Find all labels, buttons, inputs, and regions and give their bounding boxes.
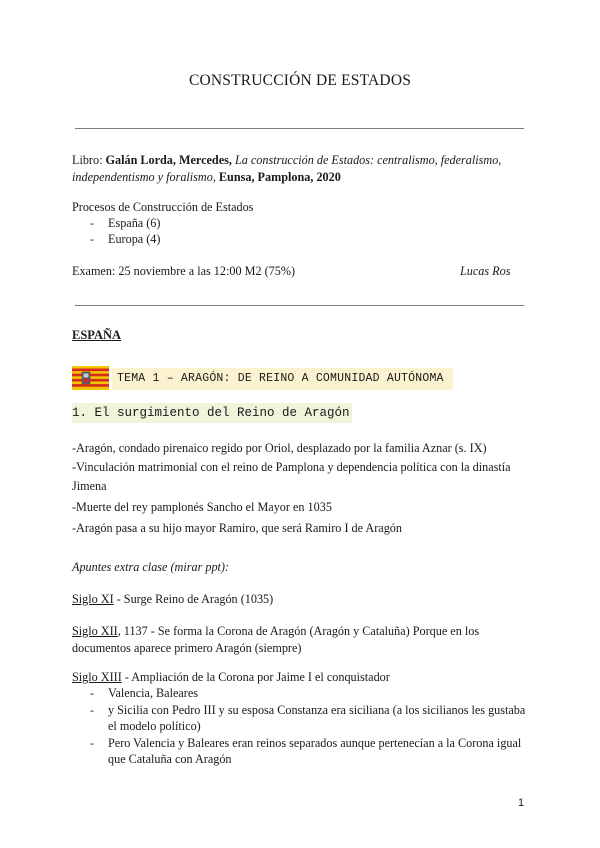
book-sep: , [228,153,235,167]
book-author: Galán Lorda, Mercedes [105,153,229,167]
document-title: CONSTRUCCIÓN DE ESTADOS [188,72,412,89]
point-line: -Aragón pasa a su hijo mayor Ramiro, que será Ramiro I de Aragón [72,521,402,535]
siglo-xii-text: , 1137 - Se forma la Corona de Aragón (Aragón y Cataluña) Porque en los [117,624,480,638]
divider-bottom [75,305,524,306]
siglo-xi-label: Siglo XI [72,592,114,606]
author-name: Lucas Ros [460,264,511,278]
book-reference [72,152,522,186]
book-prefix: Libro: [72,153,106,167]
siglo-xi-text: - Surge Reino de Aragón (1035) [113,592,274,606]
section-espana: ESPAÑA [72,328,122,342]
bullet-dash: - [90,232,94,246]
siglo-xiii-item: Valencia, Baleares [108,686,199,700]
procesos-heading: Procesos de Construcción de Estados [72,200,254,214]
bullet-dash: - [90,686,94,700]
siglo-xiii-item-cont: el modelo político) [108,719,201,733]
procesos-item: Europa (4) [108,232,161,246]
bullet-dash: - [90,216,94,230]
point-line: -Muerte del rey pamplonés Sancho el Mayor en 1035 [72,500,332,514]
apuntes-heading: Apuntes extra clase (mirar ppt): [72,560,230,574]
siglo-xii-line-2: documentos aparece primero Aragón (siempre) [72,641,302,655]
siglo-xii-label: Siglo XII [72,624,118,638]
siglo-xii-line [72,624,479,639]
siglo-xiii-item: Pero Valencia y Baleares eran reinos separados aunque pertenecían a la Corona igual [108,736,522,750]
siglo-xiii-text: - Ampliación de la Corona por Jaime I el conquistador [121,670,390,684]
book-title: La construcción de Estados: centralismo, federalismo, independentismo y foralismo [72,153,502,184]
point-line: Jimena [72,479,107,493]
point-line: -Vinculación matrimonial con el reino de Pamplona y dependencia política con la dinastía [72,460,511,474]
aragon-flag-icon [72,366,109,390]
siglo-xi-line [72,592,273,607]
siglo-xiii-item: y Sicilia con Pedro III y su esposa Constanza era siciliana (a los sicilianos les gustaba [108,703,526,717]
book-publisher: Eunsa, Pamplona, 2020 [218,170,341,184]
procesos-item: España (6) [108,216,161,230]
divider-top [75,128,524,129]
section-1-heading: 1. El surgimiento del Reino de Aragón [72,406,350,420]
siglo-xiii-label: Siglo XIII [72,670,122,684]
bullet-dash: - [90,703,94,717]
bullet-dash: - [90,736,94,750]
point-line: -Aragón, condado pirenaico regido por Oriol, desplazado por la familia Aznar (s. IX) [72,441,487,455]
book-sep2: , [212,170,219,184]
siglo-xiii-item-cont: que Cataluña con Aragón [108,752,232,766]
siglo-xiii-line [72,670,390,685]
tema-1-heading: TEMA 1 – ARAGÓN: DE REINO A COMUNIDAD AUTÓNOMA [117,372,444,385]
exam-info: Examen: 25 noviembre a las 12:00 M2 (75%) [72,264,296,278]
page-number: 1 [518,797,525,809]
